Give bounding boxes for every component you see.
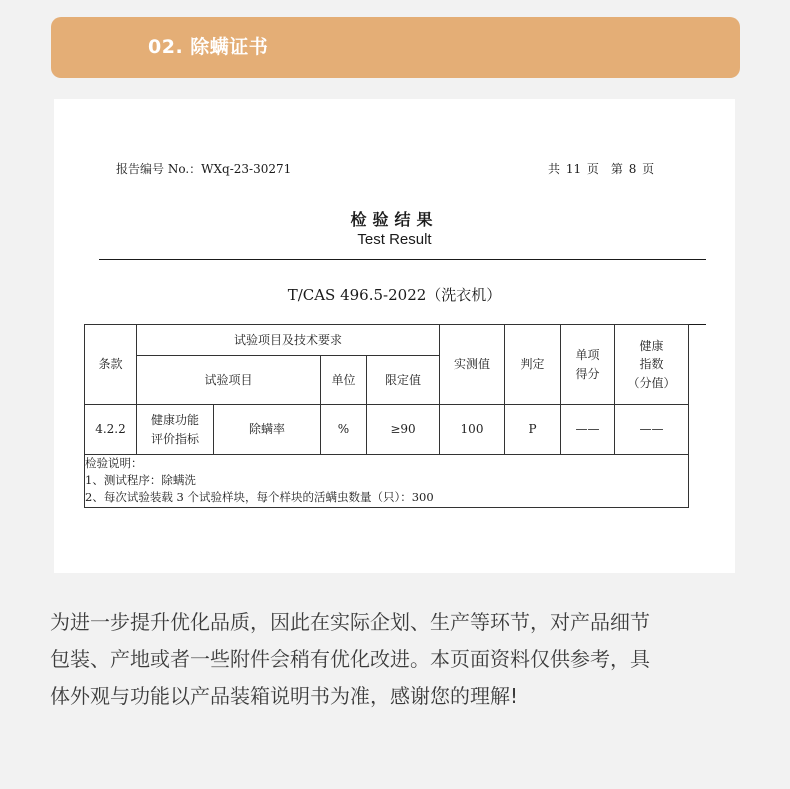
row-category-line: 健康功能 <box>150 412 199 427</box>
row-item: 除螨率 <box>213 404 321 455</box>
test-notes <box>85 455 434 506</box>
header-judgment: 判定 <box>504 324 561 405</box>
page-info: 共 11 页 第 8 页 <box>548 162 655 176</box>
section-title: 02. 除螨证书 <box>148 36 269 58</box>
header-health-index-line: （分值） <box>627 375 676 390</box>
section-banner <box>51 17 740 78</box>
header-health-index-line: 健康 <box>639 338 664 353</box>
test-standard: T/CAS 496.5-2022（洗衣机） <box>287 286 502 304</box>
header-health-index <box>614 324 689 405</box>
row-limit: ≥90 <box>366 404 440 455</box>
header-unit: 单位 <box>320 355 367 405</box>
row-health-index: —— <box>614 404 689 455</box>
certificate-document <box>54 99 735 573</box>
row-unit: % <box>320 404 367 455</box>
disclaimer-line: 包装、产地或者一些附件会稍有优化改进。本页面资料仅供参考，具 <box>50 647 650 671</box>
report-number: 报告编号 No.：WXq-23-30271 <box>116 162 292 176</box>
row-item-score: —— <box>560 404 615 455</box>
disclaimer-line: 体外观与功能以产品装箱说明书为准，感谢您的理解! <box>50 684 519 708</box>
notes-line: 1、测试程序：除螨洗 <box>85 473 196 487</box>
header-item-score-line: 单项 <box>575 347 600 362</box>
disclaimer-text <box>50 604 750 715</box>
document-title-cn: 检验结果 <box>350 210 439 229</box>
row-judgment: P <box>504 404 561 455</box>
row-category-line: 评价指标 <box>150 431 199 446</box>
notes-heading: 检验说明： <box>85 456 143 470</box>
header-health-index-line: 指数 <box>639 357 664 372</box>
header-measured: 实测值 <box>439 324 505 405</box>
document-title-en: Test Result <box>357 231 432 248</box>
header-test-items-requirements: 试验项目及技术要求 <box>136 324 440 356</box>
header-limit: 限定值 <box>366 355 440 405</box>
row-category <box>136 404 214 455</box>
notes-line: 2、每次试验装载 3 个试验样块，每个样块的活螨虫数量（只）：300 <box>85 490 434 504</box>
header-item-score <box>560 324 615 405</box>
row-measured: 100 <box>439 404 505 455</box>
header-item-score-line: 得分 <box>575 366 600 381</box>
disclaimer-line: 为进一步提升优化品质，因此在实际企划、生产等环节，对产品细节 <box>50 610 650 634</box>
header-clause: 条款 <box>84 324 137 405</box>
title-rule <box>99 259 706 260</box>
header-test-item: 试验项目 <box>136 355 321 405</box>
row-clause: 4.2.2 <box>84 404 137 455</box>
